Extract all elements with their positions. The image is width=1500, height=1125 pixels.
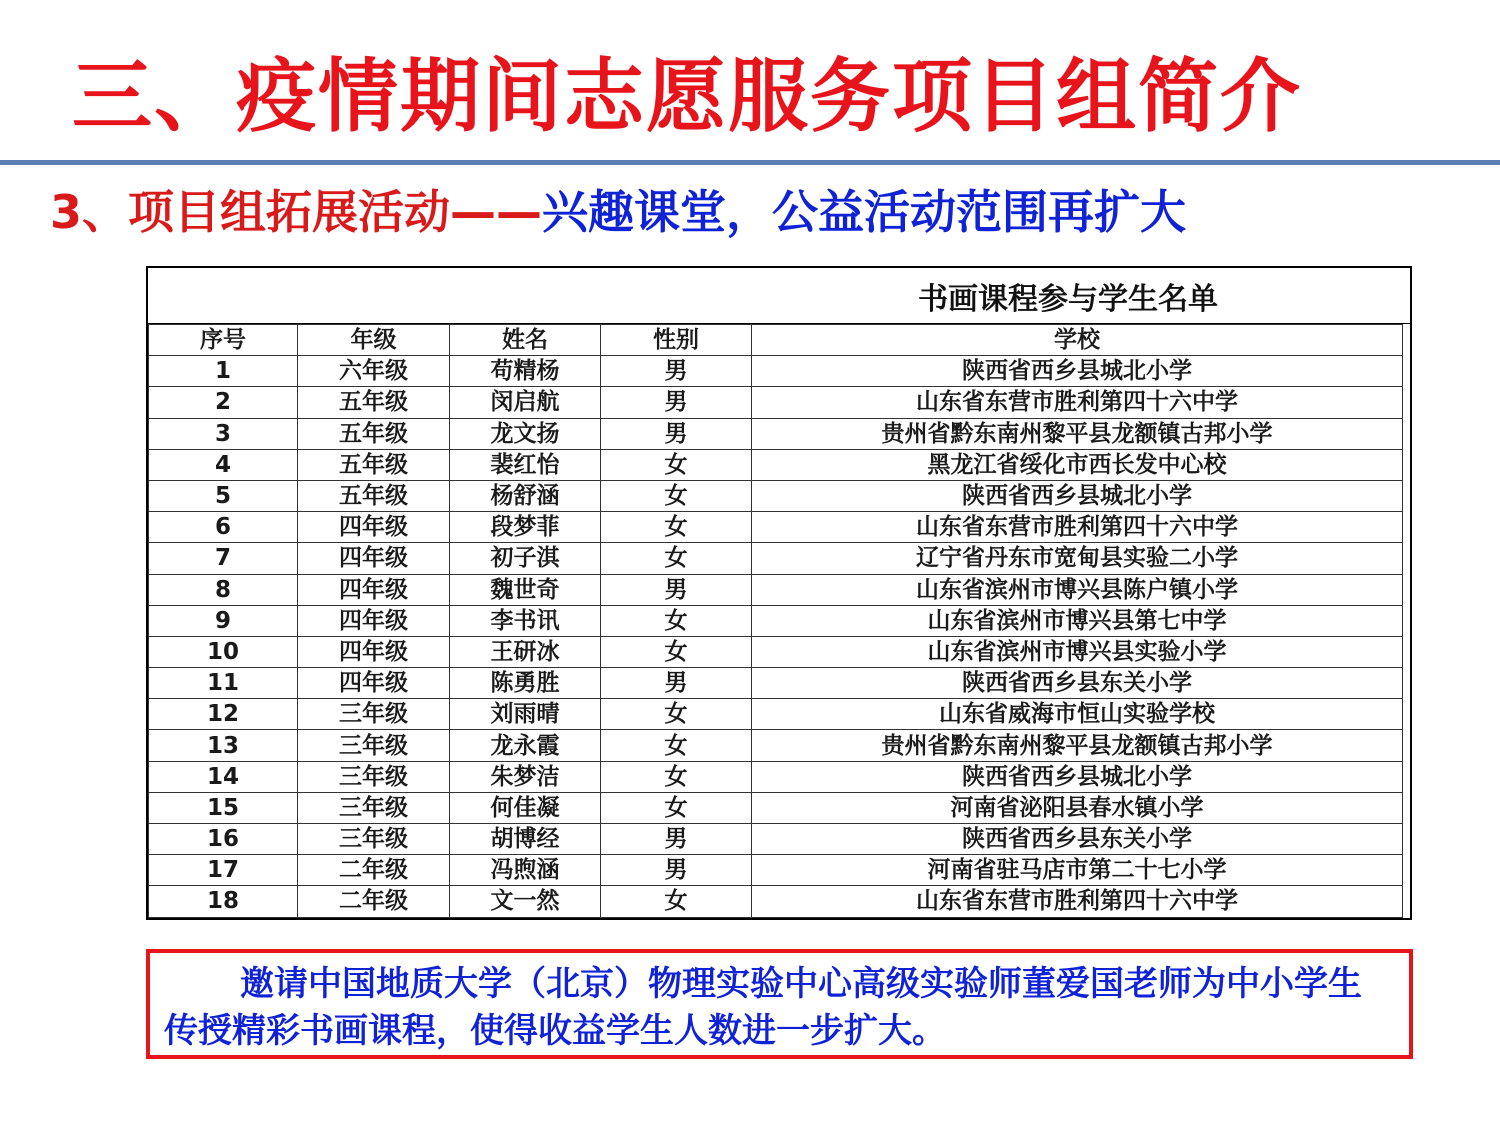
cell-school: 河南省泌阳县春水镇小学 xyxy=(752,792,1403,823)
cell-gender: 女 xyxy=(601,699,752,730)
slide-title: 三、疫情期间志愿服务项目组简介 xyxy=(72,50,1302,143)
cell-gender: 男 xyxy=(601,824,752,855)
header-name: 姓名 xyxy=(450,325,601,356)
table-row xyxy=(149,730,1403,761)
student-roster-table xyxy=(146,266,1412,920)
title-divider xyxy=(0,160,1500,165)
cell-no: 16 xyxy=(149,824,298,855)
cell-grade: 三年级 xyxy=(298,824,450,855)
cell-grade: 二年级 xyxy=(298,886,450,917)
cell-grade: 四年级 xyxy=(298,574,450,605)
table-row xyxy=(149,761,1403,792)
cell-gender: 女 xyxy=(601,761,752,792)
cell-grade: 五年级 xyxy=(298,449,450,480)
cell-gender: 男 xyxy=(601,356,752,387)
cell-gender: 男 xyxy=(601,574,752,605)
header-school: 学校 xyxy=(752,325,1403,356)
cell-school: 山东省东营市胜利第四十六中学 xyxy=(752,886,1403,917)
cell-gender: 男 xyxy=(601,387,752,418)
cell-gender: 男 xyxy=(601,668,752,699)
table-row xyxy=(149,792,1403,823)
cell-grade: 三年级 xyxy=(298,792,450,823)
cell-name: 陈勇胜 xyxy=(450,668,601,699)
cell-grade: 五年级 xyxy=(298,418,450,449)
cell-no: 6 xyxy=(149,512,298,543)
table-row xyxy=(149,543,1403,574)
cell-gender: 女 xyxy=(601,636,752,667)
cell-grade: 四年级 xyxy=(298,605,450,636)
cell-name: 龙文扬 xyxy=(450,418,601,449)
roster-grid xyxy=(148,324,1403,918)
table-row xyxy=(149,668,1403,699)
cell-name: 何佳凝 xyxy=(450,792,601,823)
cell-name: 冯煦涵 xyxy=(450,855,601,886)
cell-no: 9 xyxy=(149,605,298,636)
subtitle-highlight: 兴趣课堂，公益活动范围再扩大 xyxy=(542,185,1187,239)
cell-gender: 女 xyxy=(601,449,752,480)
cell-no: 10 xyxy=(149,636,298,667)
table-row xyxy=(149,418,1403,449)
cell-name: 朱梦洁 xyxy=(450,761,601,792)
cell-no: 12 xyxy=(149,699,298,730)
cell-school: 辽宁省丹东市宽甸县实验二小学 xyxy=(752,543,1403,574)
cell-no: 1 xyxy=(149,356,298,387)
cell-gender: 女 xyxy=(601,886,752,917)
cell-school: 山东省滨州市博兴县陈户镇小学 xyxy=(752,574,1403,605)
cell-name: 裴红怡 xyxy=(450,449,601,480)
cell-grade: 四年级 xyxy=(298,512,450,543)
cell-school: 山东省滨州市博兴县实验小学 xyxy=(752,636,1403,667)
cell-grade: 六年级 xyxy=(298,356,450,387)
cell-school: 陕西省西乡县城北小学 xyxy=(752,480,1403,511)
cell-school: 陕西省西乡县东关小学 xyxy=(752,668,1403,699)
cell-name: 李书讯 xyxy=(450,605,601,636)
table-caption: 书画课程参与学生名单 xyxy=(918,282,1218,317)
cell-school: 山东省东营市胜利第四十六中学 xyxy=(752,387,1403,418)
cell-name: 初子淇 xyxy=(450,543,601,574)
cell-name: 刘雨晴 xyxy=(450,699,601,730)
table-row xyxy=(149,636,1403,667)
cell-gender: 女 xyxy=(601,792,752,823)
cell-grade: 三年级 xyxy=(298,699,450,730)
table-row xyxy=(149,387,1403,418)
cell-no: 8 xyxy=(149,574,298,605)
table-row xyxy=(149,605,1403,636)
cell-no: 15 xyxy=(149,792,298,823)
cell-grade: 五年级 xyxy=(298,480,450,511)
cell-school: 贵州省黔东南州黎平县龙额镇古邦小学 xyxy=(752,418,1403,449)
cell-school: 陕西省西乡县东关小学 xyxy=(752,824,1403,855)
table-row xyxy=(149,574,1403,605)
cell-grade: 五年级 xyxy=(298,387,450,418)
cell-no: 3 xyxy=(149,418,298,449)
cell-name: 魏世奇 xyxy=(450,574,601,605)
cell-grade: 四年级 xyxy=(298,543,450,574)
table-row xyxy=(149,824,1403,855)
header-no: 序号 xyxy=(149,325,298,356)
cell-name: 王研冰 xyxy=(450,636,601,667)
cell-school: 贵州省黔东南州黎平县龙额镇古邦小学 xyxy=(752,730,1403,761)
table-row xyxy=(149,449,1403,480)
cell-gender: 女 xyxy=(601,480,752,511)
cell-name: 胡博经 xyxy=(450,824,601,855)
table-row xyxy=(149,699,1403,730)
section-subtitle xyxy=(50,182,1186,242)
cell-gender: 男 xyxy=(601,855,752,886)
cell-name: 杨舒涵 xyxy=(450,480,601,511)
cell-grade: 四年级 xyxy=(298,668,450,699)
cell-gender: 男 xyxy=(601,418,752,449)
cell-name: 段梦菲 xyxy=(450,512,601,543)
table-row xyxy=(149,855,1403,886)
cell-no: 4 xyxy=(149,449,298,480)
table-row xyxy=(149,480,1403,511)
table-caption-bar xyxy=(148,268,1410,324)
cell-no: 2 xyxy=(149,387,298,418)
table-row xyxy=(149,512,1403,543)
cell-no: 5 xyxy=(149,480,298,511)
cell-no: 7 xyxy=(149,543,298,574)
cell-school: 河南省驻马店市第二十七小学 xyxy=(752,855,1403,886)
table-row xyxy=(149,356,1403,387)
subtitle-lead: 3、项目组拓展活动—— xyxy=(50,185,543,239)
cell-no: 14 xyxy=(149,761,298,792)
cell-gender: 女 xyxy=(601,605,752,636)
cell-name: 文一然 xyxy=(450,886,601,917)
cell-name: 苟精杨 xyxy=(450,356,601,387)
header-grade: 年级 xyxy=(298,325,450,356)
cell-school: 山东省滨州市博兴县第七中学 xyxy=(752,605,1403,636)
table-body xyxy=(149,356,1403,917)
cell-name: 闵启航 xyxy=(450,387,601,418)
note-box xyxy=(146,949,1413,1059)
cell-school: 山东省东营市胜利第四十六中学 xyxy=(752,512,1403,543)
note-text: 邀请中国地质大学（北京）物理实验中心高级实验师董爱国老师为中小学生传授精彩书画课程，使得收益学生人数进一步扩大。 xyxy=(164,964,1362,1051)
cell-name: 龙永霞 xyxy=(450,730,601,761)
header-gender: 性别 xyxy=(601,325,752,356)
cell-school: 陕西省西乡县城北小学 xyxy=(752,761,1403,792)
cell-gender: 女 xyxy=(601,730,752,761)
cell-no: 11 xyxy=(149,668,298,699)
cell-grade: 二年级 xyxy=(298,855,450,886)
cell-school: 黑龙江省绥化市西长发中心校 xyxy=(752,449,1403,480)
cell-grade: 四年级 xyxy=(298,636,450,667)
cell-school: 陕西省西乡县城北小学 xyxy=(752,356,1403,387)
cell-no: 13 xyxy=(149,730,298,761)
table-row xyxy=(149,886,1403,917)
cell-grade: 三年级 xyxy=(298,730,450,761)
table-header-row xyxy=(149,325,1403,356)
cell-gender: 女 xyxy=(601,512,752,543)
cell-no: 17 xyxy=(149,855,298,886)
cell-no: 18 xyxy=(149,886,298,917)
cell-school: 山东省威海市恒山实验学校 xyxy=(752,699,1403,730)
cell-gender: 女 xyxy=(601,543,752,574)
cell-grade: 三年级 xyxy=(298,761,450,792)
